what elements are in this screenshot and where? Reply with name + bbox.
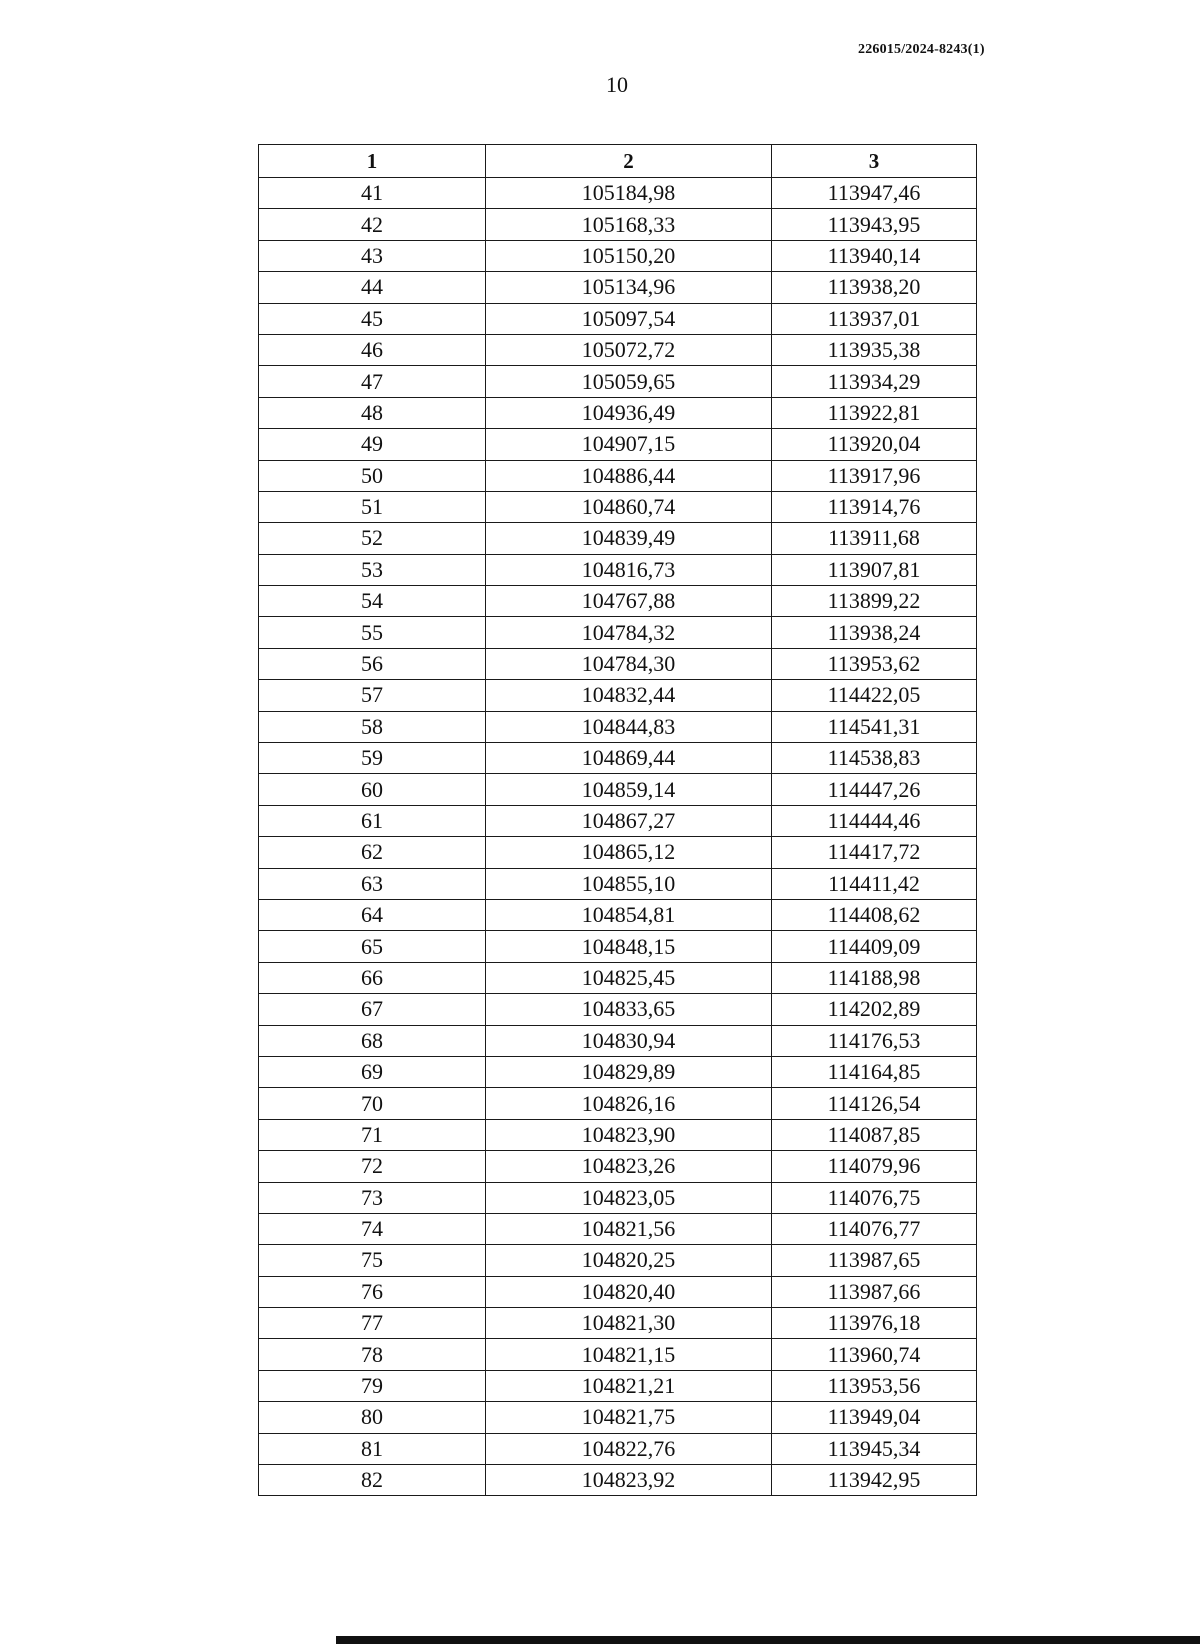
table-cell-col-1: 53 xyxy=(259,554,486,585)
table-cell-col-1: 78 xyxy=(259,1339,486,1370)
table-cell-col-2: 104767,88 xyxy=(486,586,772,617)
table-cell-col-3: 113945,34 xyxy=(772,1433,977,1464)
table-cell-col-3: 114176,53 xyxy=(772,1025,977,1056)
table-cell-col-1: 79 xyxy=(259,1370,486,1401)
table-cell-col-1: 72 xyxy=(259,1151,486,1182)
table-cell-col-1: 70 xyxy=(259,1088,486,1119)
table-cell-col-2: 104829,89 xyxy=(486,1056,772,1087)
table-row xyxy=(259,805,977,836)
table-cell-col-3: 113899,22 xyxy=(772,586,977,617)
table-cell-col-3: 113938,20 xyxy=(772,272,977,303)
table-row xyxy=(259,1465,977,1496)
table-cell-col-1: 56 xyxy=(259,648,486,679)
coordinates-table xyxy=(258,144,977,1496)
table-row xyxy=(259,334,977,365)
table-cell-col-2: 105059,65 xyxy=(486,366,772,397)
table-cell-col-1: 41 xyxy=(259,178,486,209)
table-cell-col-1: 64 xyxy=(259,899,486,930)
table-cell-col-2: 104821,15 xyxy=(486,1339,772,1370)
table-row xyxy=(259,1182,977,1213)
table-cell-col-2: 104886,44 xyxy=(486,460,772,491)
table-cell-col-1: 57 xyxy=(259,680,486,711)
table-cell-col-3: 113987,66 xyxy=(772,1276,977,1307)
table-cell-col-3: 114079,96 xyxy=(772,1151,977,1182)
table-cell-col-3: 113942,95 xyxy=(772,1465,977,1496)
table-cell-col-3: 114444,46 xyxy=(772,805,977,836)
table-cell-col-3: 114538,83 xyxy=(772,743,977,774)
table-cell-col-2: 104784,30 xyxy=(486,648,772,679)
table-cell-col-2: 104848,15 xyxy=(486,931,772,962)
table-cell-col-1: 45 xyxy=(259,303,486,334)
table-row xyxy=(259,178,977,209)
table-cell-col-2: 104832,44 xyxy=(486,680,772,711)
table-cell-col-2: 104867,27 xyxy=(486,805,772,836)
table-cell-col-1: 65 xyxy=(259,931,486,962)
table-row xyxy=(259,523,977,554)
table-row xyxy=(259,1088,977,1119)
table-cell-col-3: 114126,54 xyxy=(772,1088,977,1119)
table-cell-col-1: 60 xyxy=(259,774,486,805)
table-cell-col-2: 105150,20 xyxy=(486,240,772,271)
table-cell-col-1: 69 xyxy=(259,1056,486,1087)
table-cell-col-1: 74 xyxy=(259,1213,486,1244)
table-cell-col-2: 104822,76 xyxy=(486,1433,772,1464)
table-cell-col-2: 104839,49 xyxy=(486,523,772,554)
table-cell-col-1: 81 xyxy=(259,1433,486,1464)
bottom-rule xyxy=(336,1636,1200,1644)
table-cell-col-3: 113934,29 xyxy=(772,366,977,397)
table-cell-col-3: 114087,85 xyxy=(772,1119,977,1150)
table-cell-col-1: 48 xyxy=(259,397,486,428)
table-cell-col-2: 104907,15 xyxy=(486,429,772,460)
table-row xyxy=(259,1402,977,1433)
table-cell-col-2: 104865,12 xyxy=(486,837,772,868)
table-cell-col-3: 113953,56 xyxy=(772,1370,977,1401)
table-cell-col-3: 114417,72 xyxy=(772,837,977,868)
table-cell-col-2: 104821,30 xyxy=(486,1308,772,1339)
table-cell-col-2: 105072,72 xyxy=(486,334,772,365)
table-cell-col-3: 113953,62 xyxy=(772,648,977,679)
table-cell-col-3: 113947,46 xyxy=(772,178,977,209)
table-cell-col-3: 114447,26 xyxy=(772,774,977,805)
table-cell-col-3: 114202,89 xyxy=(772,994,977,1025)
table-cell-col-2: 104833,65 xyxy=(486,994,772,1025)
table-cell-col-3: 113920,04 xyxy=(772,429,977,460)
table-row xyxy=(259,648,977,679)
table-cell-col-2: 104820,25 xyxy=(486,1245,772,1276)
table-row xyxy=(259,1433,977,1464)
table-row xyxy=(259,1308,977,1339)
table-cell-col-2: 104936,49 xyxy=(486,397,772,428)
table-row xyxy=(259,1370,977,1401)
table-cell-col-1: 61 xyxy=(259,805,486,836)
table-cell-col-3: 113976,18 xyxy=(772,1308,977,1339)
table-row xyxy=(259,931,977,962)
table-row xyxy=(259,743,977,774)
table-cell-col-3: 113914,76 xyxy=(772,491,977,522)
table-cell-col-2: 104820,40 xyxy=(486,1276,772,1307)
table-cell-col-1: 55 xyxy=(259,617,486,648)
table-row xyxy=(259,397,977,428)
table-cell-col-2: 105168,33 xyxy=(486,209,772,240)
table-cell-col-3: 114408,62 xyxy=(772,899,977,930)
table-cell-col-3: 114076,77 xyxy=(772,1213,977,1244)
table-cell-col-3: 113922,81 xyxy=(772,397,977,428)
table-cell-col-1: 54 xyxy=(259,586,486,617)
table-cell-col-3: 113911,68 xyxy=(772,523,977,554)
column-header-1: 1 xyxy=(259,145,486,178)
table-row xyxy=(259,366,977,397)
table-row xyxy=(259,1339,977,1370)
table-row xyxy=(259,460,977,491)
table-row xyxy=(259,1245,977,1276)
table-cell-col-3: 114541,31 xyxy=(772,711,977,742)
table-cell-col-3: 113935,38 xyxy=(772,334,977,365)
table-row xyxy=(259,1151,977,1182)
table-row xyxy=(259,837,977,868)
table-cell-col-2: 104823,26 xyxy=(486,1151,772,1182)
table-cell-col-1: 49 xyxy=(259,429,486,460)
table-row xyxy=(259,303,977,334)
table-row xyxy=(259,680,977,711)
table-cell-col-1: 67 xyxy=(259,994,486,1025)
table-cell-col-1: 71 xyxy=(259,1119,486,1150)
table-cell-col-1: 73 xyxy=(259,1182,486,1213)
table-cell-col-2: 105097,54 xyxy=(486,303,772,334)
table-cell-col-2: 104821,56 xyxy=(486,1213,772,1244)
table-cell-col-2: 104825,45 xyxy=(486,962,772,993)
table-row xyxy=(259,711,977,742)
table-cell-col-1: 82 xyxy=(259,1465,486,1496)
table-cell-col-3: 114409,09 xyxy=(772,931,977,962)
table-cell-col-1: 80 xyxy=(259,1402,486,1433)
table-cell-col-2: 104854,81 xyxy=(486,899,772,930)
table-row xyxy=(259,617,977,648)
table-row xyxy=(259,429,977,460)
table-cell-col-1: 66 xyxy=(259,962,486,993)
column-header-2: 2 xyxy=(486,145,772,178)
table-cell-col-1: 50 xyxy=(259,460,486,491)
table-cell-col-3: 114422,05 xyxy=(772,680,977,711)
table-cell-col-1: 52 xyxy=(259,523,486,554)
table-row xyxy=(259,491,977,522)
table-row xyxy=(259,554,977,585)
table-cell-col-3: 113917,96 xyxy=(772,460,977,491)
table-row xyxy=(259,899,977,930)
table-row xyxy=(259,1119,977,1150)
table-cell-col-2: 105184,98 xyxy=(486,178,772,209)
table-row xyxy=(259,774,977,805)
table-header-row xyxy=(259,145,977,178)
table-row xyxy=(259,962,977,993)
table-body xyxy=(259,178,977,1496)
table-row xyxy=(259,868,977,899)
table-cell-col-3: 113907,81 xyxy=(772,554,977,585)
table-cell-col-1: 63 xyxy=(259,868,486,899)
table-cell-col-3: 114188,98 xyxy=(772,962,977,993)
table-row xyxy=(259,1056,977,1087)
table-cell-col-1: 59 xyxy=(259,743,486,774)
table-row xyxy=(259,1213,977,1244)
table-row xyxy=(259,994,977,1025)
table-row xyxy=(259,272,977,303)
table-cell-col-2: 104830,94 xyxy=(486,1025,772,1056)
table-cell-col-2: 104860,74 xyxy=(486,491,772,522)
table-row xyxy=(259,586,977,617)
table-cell-col-3: 113943,95 xyxy=(772,209,977,240)
table-cell-col-2: 104844,83 xyxy=(486,711,772,742)
table-cell-col-3: 113940,14 xyxy=(772,240,977,271)
table-cell-col-2: 104816,73 xyxy=(486,554,772,585)
document-id: 226015/2024-8243(1) xyxy=(858,42,985,57)
table-row xyxy=(259,1025,977,1056)
table-cell-col-2: 104823,05 xyxy=(486,1182,772,1213)
table-cell-col-3: 114411,42 xyxy=(772,868,977,899)
table-cell-col-1: 51 xyxy=(259,491,486,522)
table-cell-col-2: 104823,92 xyxy=(486,1465,772,1496)
table-cell-col-2: 104859,14 xyxy=(486,774,772,805)
table-cell-col-3: 114164,85 xyxy=(772,1056,977,1087)
table-cell-col-1: 47 xyxy=(259,366,486,397)
table-cell-col-1: 46 xyxy=(259,334,486,365)
page-number: 10 xyxy=(606,72,628,97)
table-cell-col-3: 113987,65 xyxy=(772,1245,977,1276)
table-cell-col-3: 114076,75 xyxy=(772,1182,977,1213)
column-header-3: 3 xyxy=(772,145,977,178)
table-cell-col-1: 75 xyxy=(259,1245,486,1276)
table-row xyxy=(259,240,977,271)
table-cell-col-2: 105134,96 xyxy=(486,272,772,303)
table-cell-col-2: 104823,90 xyxy=(486,1119,772,1150)
table-cell-col-3: 113937,01 xyxy=(772,303,977,334)
table-cell-col-2: 104826,16 xyxy=(486,1088,772,1119)
table-cell-col-1: 77 xyxy=(259,1308,486,1339)
table-cell-col-1: 43 xyxy=(259,240,486,271)
table-cell-col-1: 44 xyxy=(259,272,486,303)
table-cell-col-1: 58 xyxy=(259,711,486,742)
table-cell-col-1: 68 xyxy=(259,1025,486,1056)
table-cell-col-2: 104784,32 xyxy=(486,617,772,648)
table-cell-col-2: 104821,21 xyxy=(486,1370,772,1401)
table-cell-col-3: 113949,04 xyxy=(772,1402,977,1433)
table-cell-col-2: 104821,75 xyxy=(486,1402,772,1433)
table-cell-col-1: 76 xyxy=(259,1276,486,1307)
table-cell-col-2: 104855,10 xyxy=(486,868,772,899)
table-cell-col-3: 113960,74 xyxy=(772,1339,977,1370)
table-row xyxy=(259,1276,977,1307)
table-cell-col-3: 113938,24 xyxy=(772,617,977,648)
table-cell-col-2: 104869,44 xyxy=(486,743,772,774)
table-cell-col-1: 42 xyxy=(259,209,486,240)
table-row xyxy=(259,209,977,240)
table-cell-col-1: 62 xyxy=(259,837,486,868)
